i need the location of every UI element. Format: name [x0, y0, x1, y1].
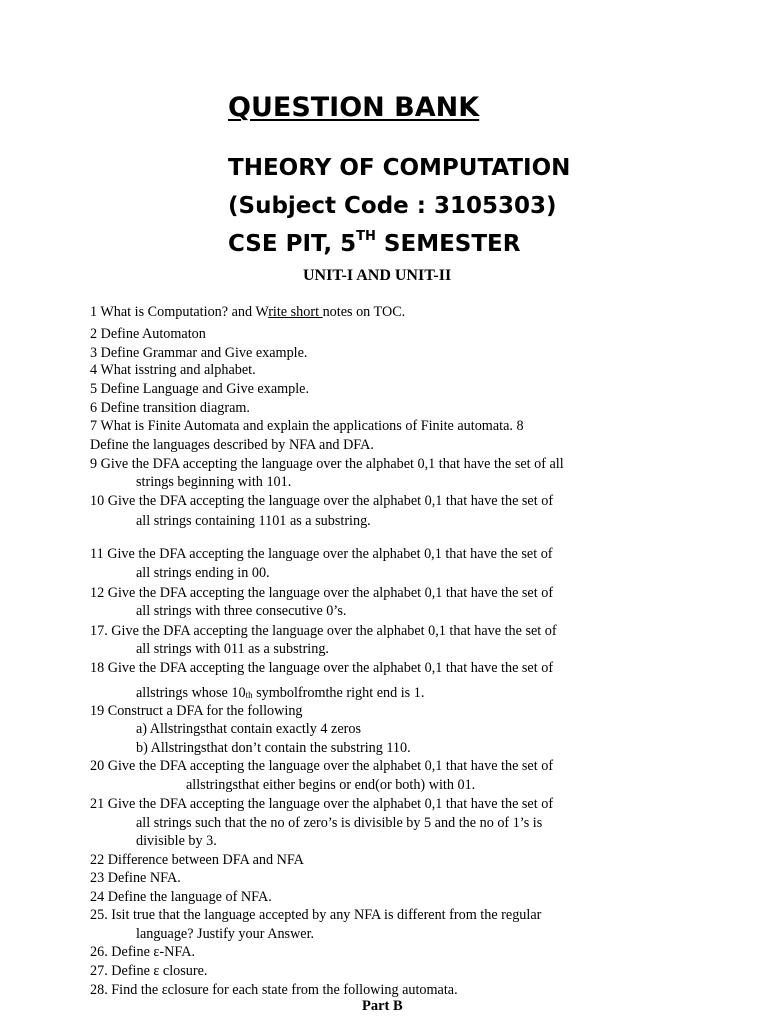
part-b-heading: Part B: [362, 998, 403, 1014]
question-19: 19 Construct a DFA for the following: [90, 703, 303, 719]
question-5: 5 Define Language and Give example.: [90, 381, 310, 397]
question-9-line-1: 9 Give the DFA accepting the language over the alphabet 0,1 that have the set of all: [90, 456, 564, 472]
question-22: 22 Difference between DFA and NFA: [90, 852, 304, 868]
question-25-line-2: language? Justify your Answer.: [136, 926, 315, 942]
question-28: 28. Find the εclosure for each state from the following automata.: [90, 982, 458, 998]
question-21-line-1: 21 Give the DFA accepting the language over the alphabet 0,1 that have the set of: [90, 796, 554, 812]
question-24: 24 Define the language of NFA.: [90, 889, 272, 905]
question-1: [90, 303, 405, 321]
question-9-line-2: strings beginning with 101.: [136, 474, 292, 490]
question-21-line-2: all strings such that the no of zero’s is divisible by 5 and the no of 1’s is: [136, 815, 543, 831]
question-17-line-1: 17. Give the DFA accepting the language over the alphabet 0,1 that have the set of: [90, 623, 557, 639]
question-18-text-b: symbolfromthe right end is 1.: [252, 685, 425, 701]
question-20-line-2: allstringsthat either begins or end(or both) with 01.: [186, 777, 476, 793]
question-25-line-1: 25. Isit true that the language accepted by any NFA is different from the regular: [90, 907, 542, 923]
question-11-line-2: all strings ending in 00.: [136, 565, 270, 581]
question-27: 27. Define ε closure.: [90, 963, 208, 979]
question-21-line-3: divisible by 3.: [136, 833, 217, 849]
semester-suffix: SEMESTER: [375, 231, 521, 257]
question-18-line-1: 18 Give the DFA accepting the language over the alphabet 0,1 that have the set of: [90, 660, 554, 676]
semester-prefix: CSE PIT, 5: [228, 231, 357, 257]
question-1-text-c: notes on TOC.: [322, 304, 406, 320]
question-1-text-a: 1 What is Computation? and W: [90, 304, 269, 320]
question-8: Define the languages described by NFA and DFA.: [90, 437, 374, 453]
question-10-line-1: 10 Give the DFA accepting the language over the alphabet 0,1 that have the set of: [90, 493, 554, 509]
question-6: 6 Define transition diagram.: [90, 400, 250, 416]
question-18-line-2: [136, 684, 424, 704]
subject-code: (Subject Code : 3105303): [228, 193, 557, 219]
question-7: 7 What is Finite Automata and explain the applications of Finite automata. 8: [90, 418, 524, 434]
question-23: 23 Define NFA.: [90, 870, 181, 886]
semester-heading: [228, 231, 520, 257]
unit-heading: UNIT-I AND UNIT-II: [303, 267, 452, 284]
question-18-subscript: th: [245, 690, 253, 700]
question-12-line-2: all strings with three consecutive 0’s.: [136, 603, 347, 619]
question-2: 2 Define Automaton: [90, 326, 206, 342]
question-18-text-a: allstrings whose 10: [136, 685, 246, 701]
question-4: 4 What isstring and alphabet.: [90, 362, 256, 378]
question-19-part-a: a) Allstringsthat contain exactly 4 zeros: [136, 721, 361, 737]
question-19-part-b: b) Allstringsthat don’t contain the substring 110.: [136, 740, 411, 756]
question-20-line-1: 20 Give the DFA accepting the language over the alphabet 0,1 that have the set of: [90, 758, 554, 774]
question-3: 3 Define Grammar and Give example.: [90, 345, 308, 361]
question-1-underlined: rite short: [268, 304, 323, 320]
page-title: QUESTION BANK: [228, 92, 480, 123]
question-11-line-1: 11 Give the DFA accepting the language over the alphabet 0,1 that have the set of: [90, 546, 553, 562]
question-26: 26. Define ε-NFA.: [90, 944, 195, 960]
question-10-line-2: all strings containing 1101 as a substring.: [136, 513, 371, 529]
question-12-line-1: 12 Give the DFA accepting the language over the alphabet 0,1 that have the set of: [90, 585, 554, 601]
question-17-line-2: all strings with 011 as a substring.: [136, 641, 329, 657]
subject-title: THEORY OF COMPUTATION: [228, 155, 571, 181]
semester-superscript: TH: [356, 229, 376, 245]
